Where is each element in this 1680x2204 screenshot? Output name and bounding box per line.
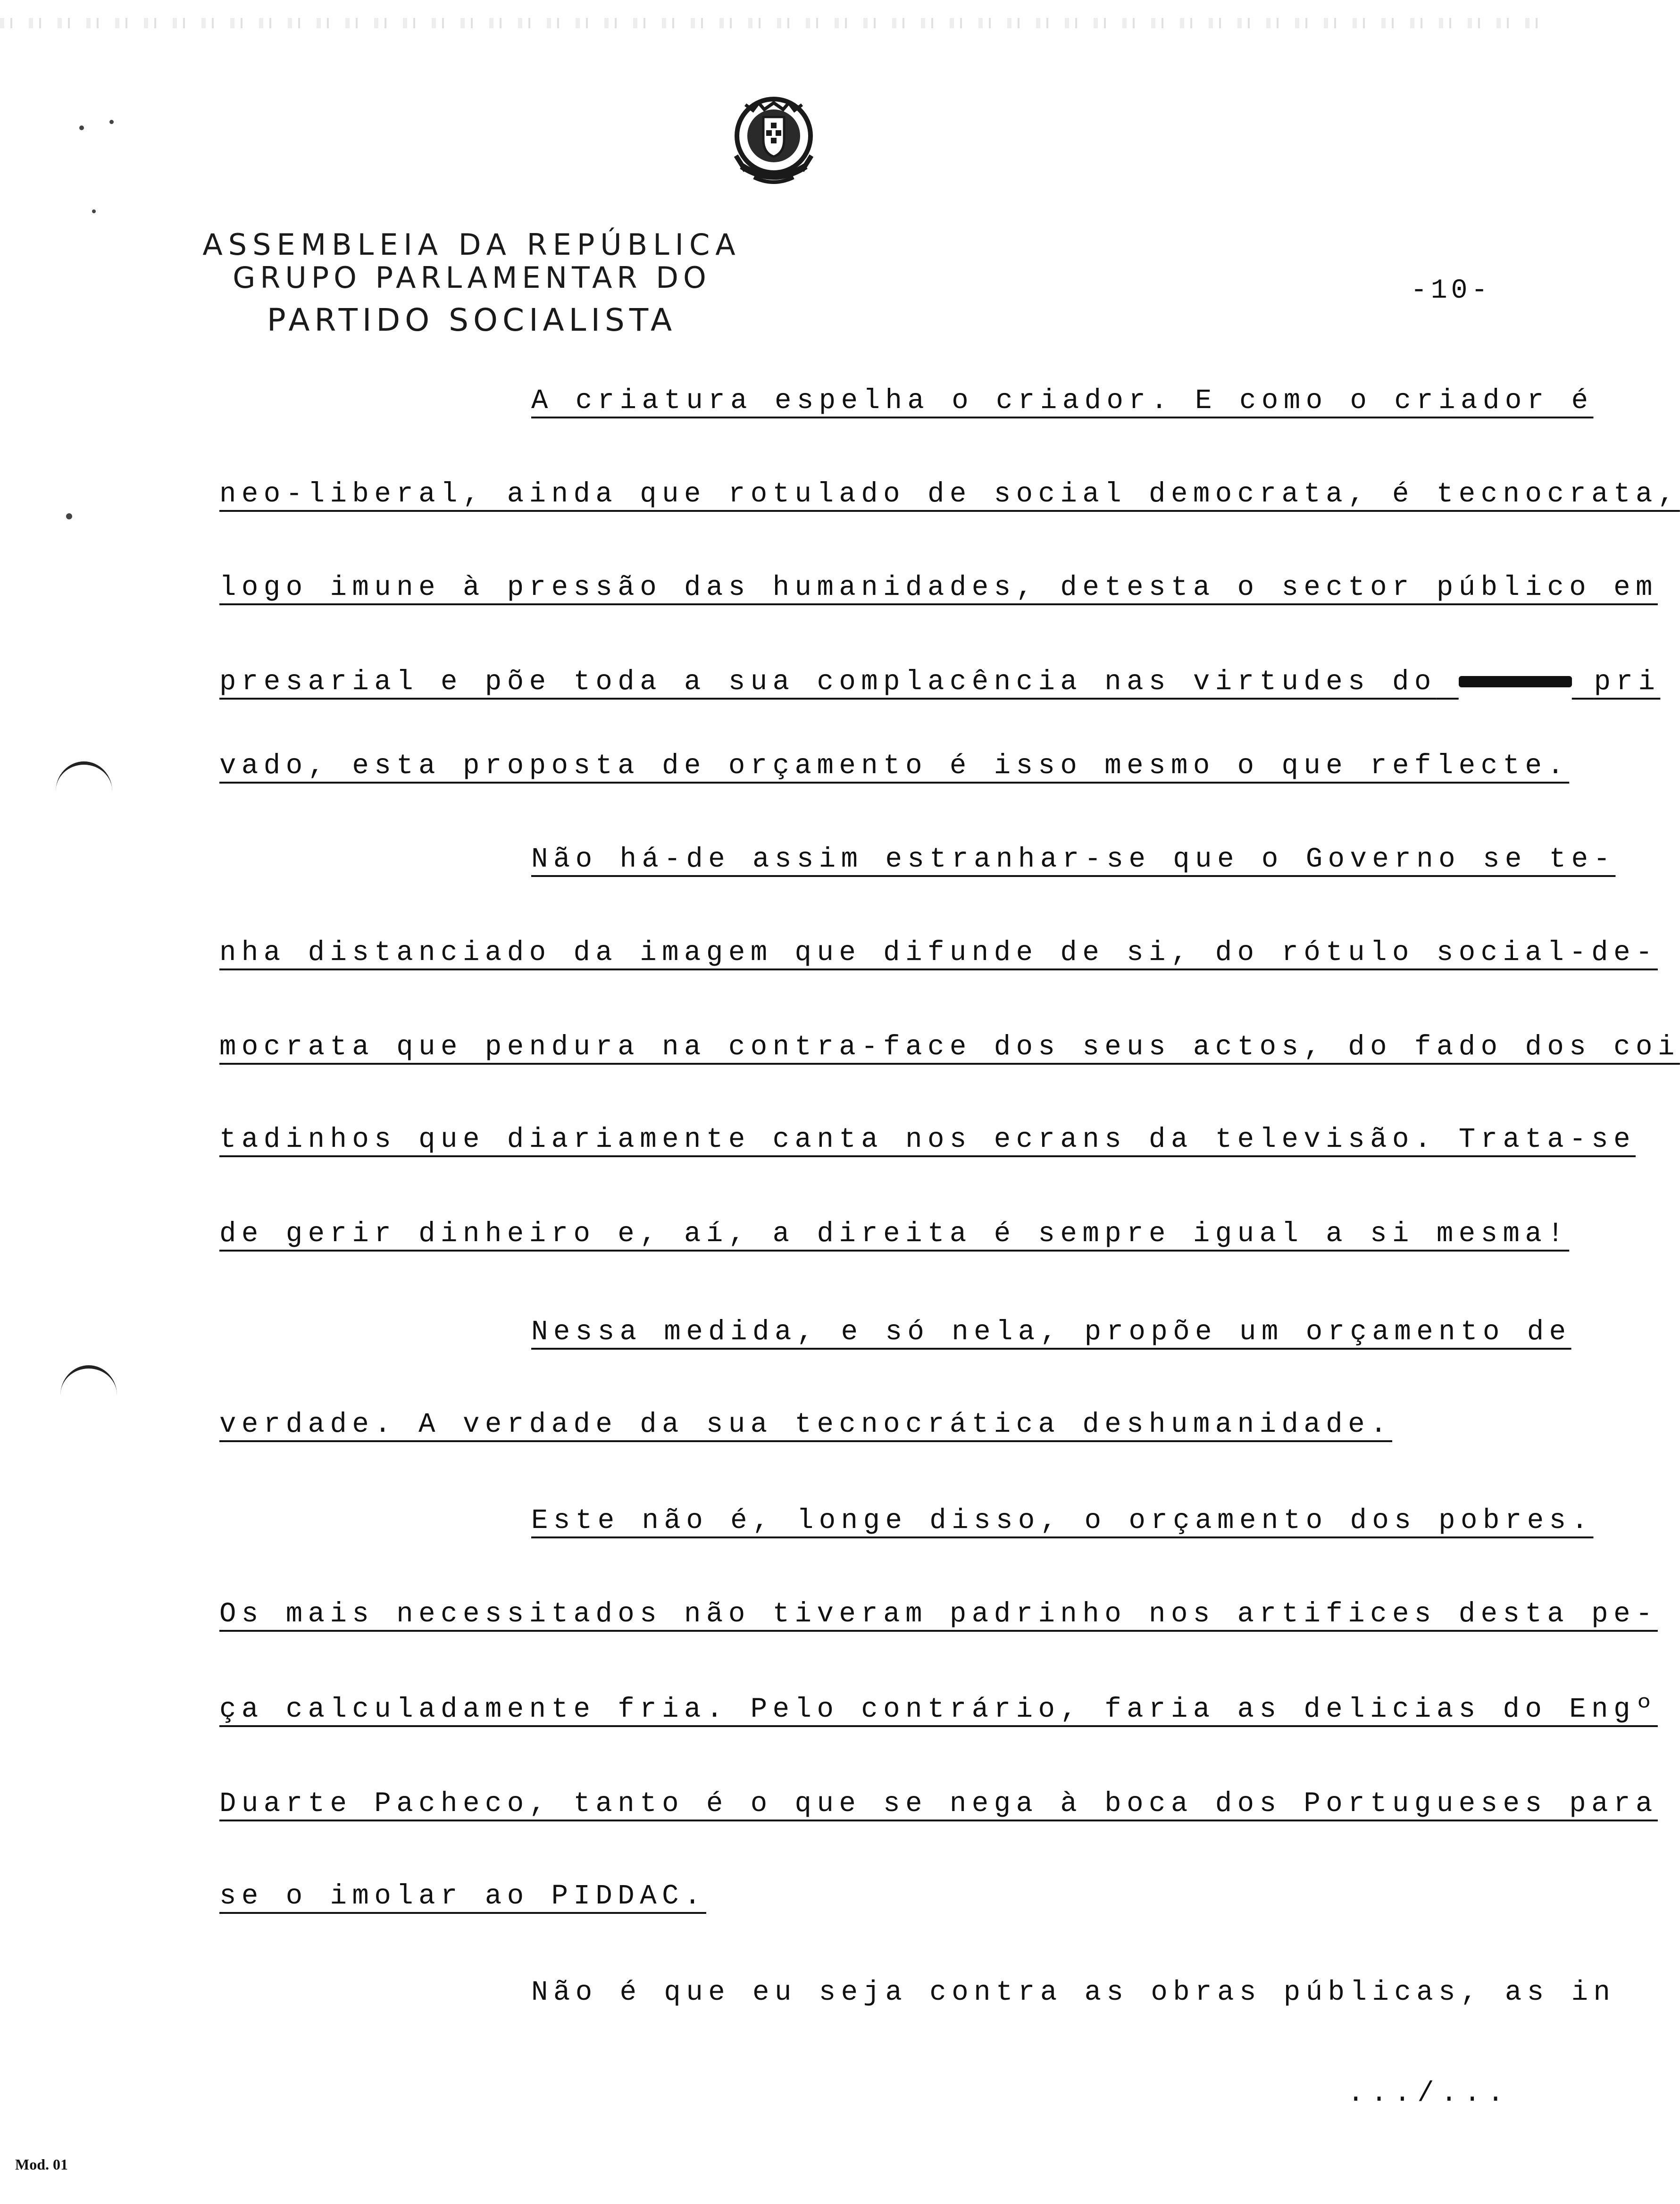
scan-arc-mark [60,1365,117,1425]
body-line [219,668,1660,696]
body-line: Não há-de assim estranhar-se que o Governo se te- [531,843,1616,875]
body-line: Este não é, longe disso, o orçamento dos pobres. [531,1505,1594,1536]
body-line: mocrata que pendura na contra-face dos seus actos, do fado dos coi [219,1031,1680,1063]
scan-edge-noise [0,18,1547,28]
header-party: PARTIDO SOCIALISTA [267,302,677,338]
body-line: Duarte Pacheco, tanto é o que se nega à boca dos Portugueses para [219,1788,1658,1820]
page-number: -10- [1411,276,1492,306]
body-line: Nessa medida, e só nela, propõe um orçamento de [531,1316,1571,1348]
header-institution: ASSEMBLEIA DA REPÚBLICA [202,227,741,262]
scan-arc-mark [56,761,112,821]
scan-speck [92,209,96,213]
body-line: A criatura espelha o criador. E como o criador é [531,385,1594,417]
body-line: verdade. A verdade da sua tecnocrática deshumanidade. [219,1409,1393,1440]
form-code: Mod. 01 [15,2156,68,2173]
body-line: Não é que eu seja contra as obras públicas, as in [531,1977,1616,2008]
body-line: Os mais necessitados não tiveram padrinho nos artifices desta pe- [219,1598,1658,1630]
header-group: GRUPO PARLAMENTAR DO [233,260,711,295]
body-line: se o imolar ao PIDDAC. [219,1880,706,1912]
continuation-mark: .../... [1347,2078,1511,2109]
body-line-text: presarial e põe toda a sua complacência nas virtudes do [219,666,1437,698]
portuguese-coat-of-arms-icon [717,85,830,198]
body-line: neo-liberal, ainda que rotulado de social democrata, é tecnocrata, [219,478,1680,510]
body-line: tadinhos que diariamente canta nos ecrans da televisão. Trata-se [219,1124,1636,1155]
body-line: ça calculadamente fria. Pelo contrário, faria as delicias do Engº [219,1694,1658,1725]
body-line-text: pri [1594,666,1661,698]
scan-speck [109,120,114,124]
body-line: de gerir dinheiro e, aí, a direita é sempre igual a si mesma! [219,1218,1570,1250]
scan-speck [79,125,84,130]
scan-speck [66,513,72,519]
redaction-mark [1459,676,1572,687]
body-line: vado, esta proposta de orçamento é isso mesmo o que reflecte. [219,750,1570,782]
body-line: logo imune à pressão das humanidades, detesta o sector público em [219,572,1658,603]
body-line: nha distanciado da imagem que difunde de si, do rótulo social-de- [219,937,1658,968]
